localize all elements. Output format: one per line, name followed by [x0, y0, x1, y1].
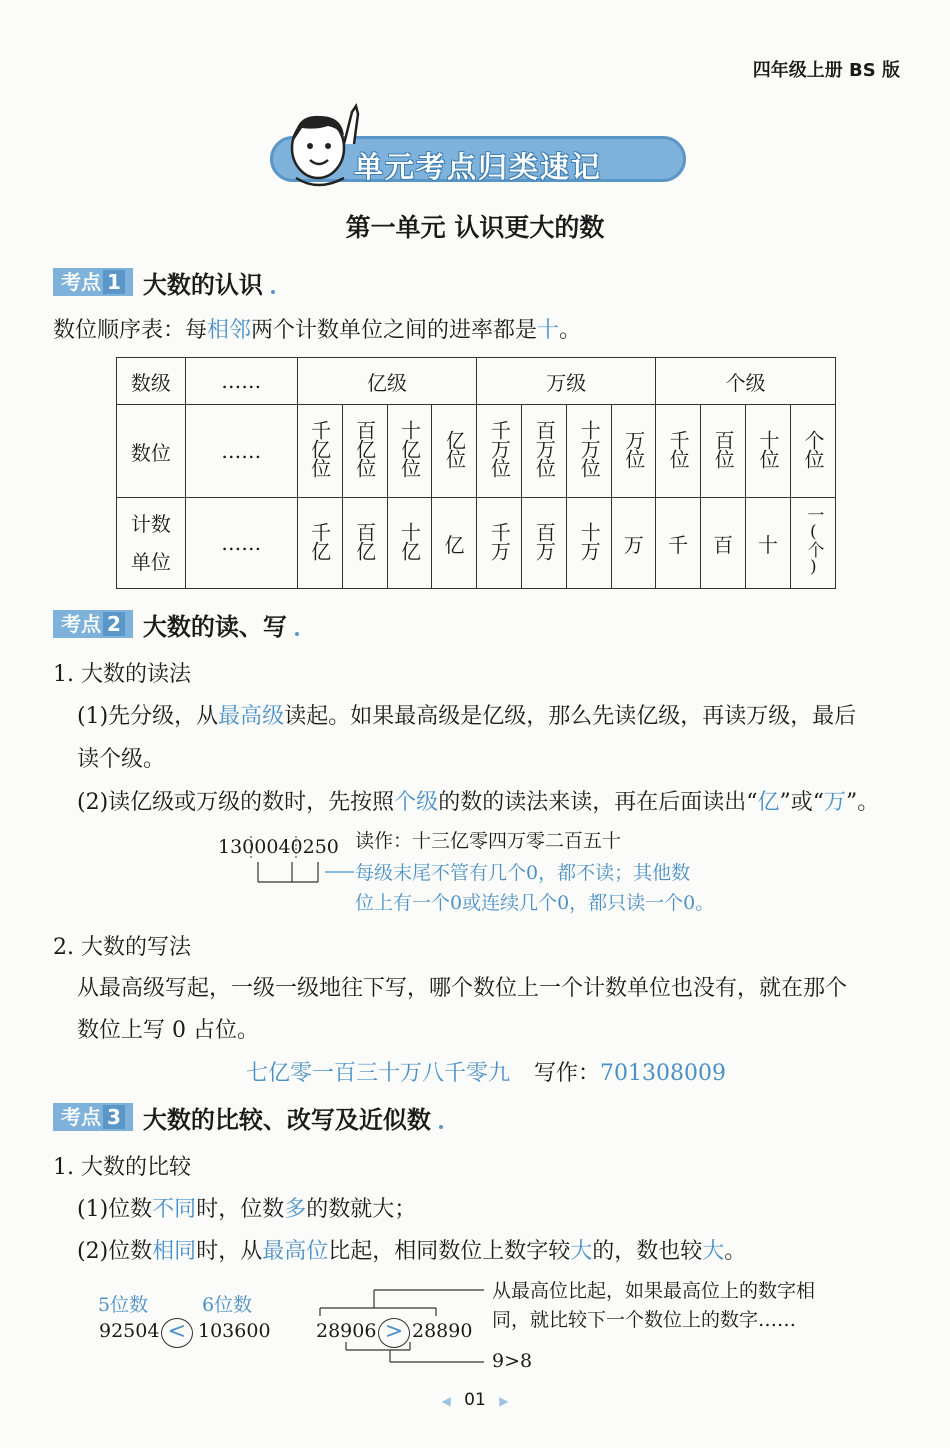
left-arrow-icon: ◀	[441, 1394, 451, 1408]
yi-level-cell: 亿级	[297, 358, 477, 405]
digit-place-cell: 千位	[656, 405, 701, 498]
write-example: 七亿零一百三十万八千零九 写作：701308009	[246, 1061, 727, 1086]
count-unit-cell: 万	[612, 498, 656, 589]
digit-place-cell: 十亿位	[387, 405, 432, 498]
compare-number: 92504	[99, 1320, 160, 1342]
table-row	[117, 358, 836, 405]
count-unit-cell: 十亿	[387, 498, 432, 589]
example-read: 读作：十三亿零四万零二百五十	[355, 830, 622, 852]
compare-note: 从最高位比起，如果最高位上的数字相	[492, 1280, 816, 1302]
kaodian-1-title: 大数的认识	[142, 270, 263, 299]
paragraph: (2)读亿级或万级的数时，先按照个级的数的读法来读，再在后面读出“亿”或“万”。	[77, 790, 880, 815]
paragraph: 从最高级写起，一级一级地往下写，哪个数位上一个计数单位也没有，就在那个	[77, 976, 848, 1001]
count-unit-cell: 一(个)	[790, 498, 835, 589]
right-arrow-icon: ▶	[499, 1394, 509, 1408]
count-unit-cell: 百万	[522, 498, 567, 589]
compare-result: 9>8	[492, 1350, 533, 1372]
digit-place-cell: 千亿位	[297, 405, 342, 498]
dot-ornament	[295, 632, 299, 636]
digit-place-cell: 百位	[701, 405, 746, 498]
example-note: 位上有一个0或连续几个0，都只读一个0。	[355, 892, 715, 914]
digit-place-cell: 十万位	[567, 405, 612, 498]
digit-place-cell: 百万位	[522, 405, 567, 498]
digit-place-cell: 千万位	[477, 405, 522, 498]
row-head: 数级	[117, 358, 186, 405]
paragraph: 读个级。	[77, 747, 166, 772]
digit-place-cell: 百亿位	[342, 405, 387, 498]
digit-place-cell: 万位	[612, 405, 656, 498]
section-title: 2. 大数的写法	[53, 935, 191, 960]
ge-level-cell: 个级	[656, 358, 836, 405]
section-title: 1. 大数的读法	[53, 662, 191, 687]
digit-count-label: 5位数	[98, 1294, 149, 1316]
kaodian-3-header	[53, 1103, 443, 1134]
count-unit-cell: 千万	[477, 498, 522, 589]
table-row	[117, 498, 836, 589]
mascot-boy-icon	[282, 100, 362, 192]
compare-number: 28890	[412, 1320, 473, 1342]
kaodian-3-title: 大数的比较、改写及近似数	[142, 1105, 431, 1134]
kd1-intro: 数位顺序表：每相邻两个计数单位之间的进率都是十。	[53, 318, 582, 343]
grade-label: 四年级上册 BS 版	[752, 60, 900, 81]
digit-place-cell: 亿位	[432, 405, 477, 498]
section-title: 1. 大数的比较	[53, 1155, 191, 1180]
count-unit-cell: 百	[701, 498, 746, 589]
kaodian-2-title: 大数的读、写	[142, 612, 287, 641]
paragraph: 数位上写 0 占位。	[77, 1018, 259, 1043]
digit-place-cell: 十位	[746, 405, 791, 498]
table-row	[117, 405, 836, 498]
count-unit-cell: 十	[746, 498, 791, 589]
count-unit-cell: 千亿	[297, 498, 342, 589]
paragraph: (1)先分级，从最高级读起。如果最高级是亿级，那么先读亿级，再读万级，最后	[77, 704, 857, 729]
kaodian-tag: 考点 1	[53, 268, 133, 296]
count-unit-cell: 千	[656, 498, 701, 589]
example-note: 每级末尾不管有几个0，都不读；其他数	[355, 862, 691, 884]
paragraph: (1)位数不同时，位数多的数就大；	[77, 1197, 417, 1222]
page-number-footer: ◀ 01 ▶	[441, 1390, 509, 1410]
wan-level-cell: 万级	[477, 358, 656, 405]
compare-number: 103600	[198, 1320, 271, 1342]
count-unit-cell: 十万	[567, 498, 612, 589]
digit-count-label: 6位数	[202, 1294, 253, 1316]
ellipsis-cell: ……	[185, 498, 297, 589]
kaodian-tag: 考点 3	[53, 1103, 133, 1131]
example-number: 1300040250	[218, 836, 339, 858]
digit-place-cell: 个位	[790, 405, 835, 498]
banner-title: 单元考点归类速记	[353, 150, 602, 184]
ellipsis-cell: ……	[185, 405, 297, 498]
place-value-table	[116, 357, 836, 589]
kaodian-2-header	[53, 610, 299, 641]
compare-sign-circle: <	[161, 1318, 193, 1348]
count-unit-cell: 百亿	[342, 498, 387, 589]
unit-title: 第一单元 认识更大的数	[345, 213, 605, 242]
paragraph: (2)位数相同时，从最高位比起，相同数位上数字较大的，数也较大。	[77, 1239, 747, 1264]
row-head: 数位	[117, 405, 186, 498]
dot-ornament	[439, 1125, 443, 1129]
compare-note: 同，就比较下一个数位上的数字……	[492, 1309, 797, 1331]
compare-number: 28906	[316, 1320, 377, 1342]
grouping-bracket-icon	[230, 832, 360, 890]
compare-sign-circle: >	[378, 1318, 410, 1348]
kaodian-1-header	[53, 268, 275, 299]
row-head: 计数 单位	[117, 498, 186, 589]
kaodian-tag: 考点 2	[53, 610, 133, 638]
dot-ornament	[271, 290, 275, 294]
count-unit-cell: 亿	[432, 498, 477, 589]
ellipsis-cell: ……	[185, 358, 297, 405]
